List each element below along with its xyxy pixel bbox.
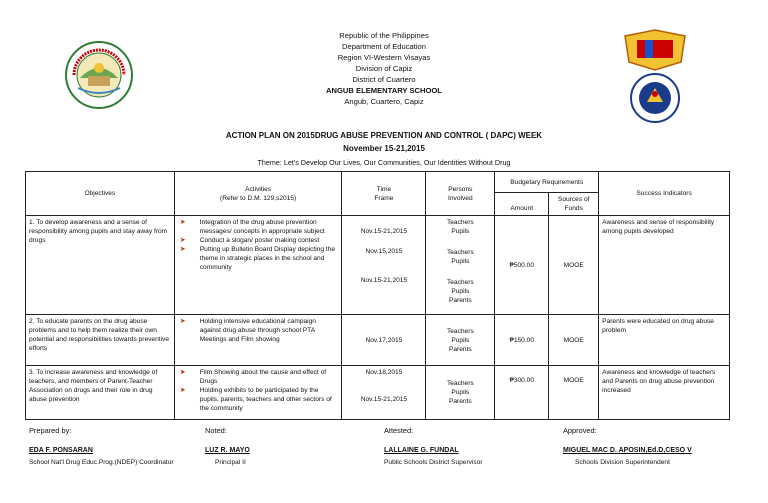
objective-cell: 2. To educate parents on the drug abuse problems and to help them realize their own potential and responsibilities towards preventive efforts	[26, 315, 175, 366]
prepared-label: Prepared by:	[29, 426, 72, 435]
activity-item	[178, 218, 339, 236]
activity-text: Putting up Bulletin Board Display depicting the theme in strategic places in the school and community	[199, 246, 336, 271]
attested-position: Public Schools District Supervisor	[384, 459, 483, 466]
school-address: Angub, Cuartero, Capiz	[344, 97, 424, 106]
action-plan-table	[25, 171, 730, 420]
document-date: November 15-21,2015	[343, 144, 425, 153]
time-text: Nov.15,2015	[365, 248, 403, 255]
source-cell: MOOE	[549, 366, 599, 420]
col-header-persons-2: Involved	[448, 194, 473, 202]
col-header-success: Success Indicators	[599, 172, 730, 216]
success-cell: Parents were educated on drug abuse problem	[599, 315, 730, 366]
header-line: District of Cuartero	[352, 75, 416, 84]
col-header-persons-1: Persons	[448, 185, 473, 193]
prepared-position: School Nat'l Drug Educ.Prog.(NDEP) Coordinator	[29, 459, 174, 466]
bullet-icon: ➤	[179, 219, 186, 226]
source-cell: MOOE	[549, 216, 599, 315]
activity-text: Integration of the drug abuse prevention messages/ concepts in appropriate subject	[199, 219, 325, 235]
time-text: Nov.15-21,2015	[360, 396, 408, 403]
source-cell: MOOE	[549, 315, 599, 366]
time-cell	[342, 366, 426, 420]
activity-item	[178, 317, 339, 344]
person-text: Teachers	[446, 380, 474, 387]
time-text: Nov.18,2015	[365, 369, 403, 376]
header-line: Region VI-Western Visayas	[337, 53, 431, 62]
persons-cell	[426, 366, 495, 420]
col-header-activities	[174, 172, 342, 216]
person-text: Teachers	[446, 249, 474, 256]
time-cell: Nov.17,2015	[342, 315, 426, 366]
objective-cell: 3. To increase awareness and knowledge of teachers, and members of Parent-Teacher Association on drugs and their role in drug abuse prevention	[26, 366, 175, 420]
header-line: Republic of the Philippines	[339, 31, 429, 40]
success-cell: Awareness and knowledge of teachers and Parents on drug abuse prevention increased	[599, 366, 730, 420]
col-header-persons	[426, 172, 495, 216]
person-text: Parents	[448, 345, 472, 353]
table-row	[26, 216, 730, 315]
col-header-activities-label: Activities	[245, 185, 272, 193]
activity-item	[178, 236, 339, 245]
bullet-icon: ➤	[179, 246, 186, 253]
bullet-icon: ➤	[179, 387, 186, 394]
col-header-activities-ref: (Refer to D.M. 129,s2015)	[220, 194, 297, 202]
activities-cell	[174, 315, 342, 366]
document-theme: Theme: Let's Develop Our Lives, Our Communities, Our Identities Without Drug	[257, 158, 511, 167]
col-header-time-2: Frame	[374, 194, 394, 202]
persons-cell	[426, 216, 495, 315]
person-text: Pupils	[451, 389, 470, 396]
amount-cell: ₱500.00	[495, 216, 549, 315]
col-header-objectives: Objectives	[26, 172, 175, 216]
document-title: ACTION PLAN ON 2015DRUG ABUSE PREVENTION AND CONTROL ( DAPC) WEEK	[225, 131, 543, 140]
col-header-amount: Amount	[495, 193, 549, 216]
school-name: ANGUB ELEMENTARY SCHOOL	[326, 86, 442, 95]
amount-cell: ₱300.00	[495, 366, 549, 420]
person-text: Teachers	[446, 327, 474, 335]
prepared-name: EDA F. PONSARAN	[29, 447, 93, 454]
table-row	[26, 315, 730, 366]
activity-item	[178, 386, 339, 413]
success-cell: Awareness and sense of responsibility among pupils developed	[599, 216, 730, 315]
attested-name: LALLAINE G. FUNDAL	[384, 447, 459, 454]
header-block	[0, 30, 768, 107]
time-text: Nov.15-21,2015	[360, 228, 408, 235]
bullet-icon: ➤	[179, 318, 186, 325]
activity-text: Holding intensive educational campaign against drug abuse through school PTA Meetings and Film showing	[199, 318, 316, 343]
person-text: Parents	[448, 297, 472, 304]
noted-label: Noted:	[205, 426, 227, 435]
amount-cell: ₱150.00	[495, 315, 549, 366]
person-text: Pupils	[451, 336, 470, 344]
approved-name: MIGUEL MAC D. APOSIN,Ed.D,CESO V	[563, 447, 692, 454]
bullet-icon: ➤	[179, 237, 186, 244]
activity-text: Holding exhibits to be participated by the pupils, parents, teachers and other sectors of the community	[199, 387, 332, 412]
col-header-sources: Sources of Funds	[549, 193, 599, 216]
person-text: Teachers	[446, 279, 474, 286]
noted-position: Principal II	[215, 459, 246, 466]
approved-position: Schools Division Superintendent	[575, 459, 670, 466]
approved-label: Approved:	[563, 426, 597, 435]
objective-cell: 1. To develop awareness and a sense of responsibility among pupils and stay away from drugs	[26, 216, 175, 315]
noted-name: LUZ R. MAYO	[205, 447, 250, 454]
person-text: Parents	[448, 398, 472, 405]
activities-cell	[174, 366, 342, 420]
header-line: Department of Education	[341, 42, 426, 51]
activity-item	[178, 245, 339, 272]
col-header-time-1: Time	[376, 185, 392, 193]
activity-item	[178, 368, 339, 386]
person-text: Teachers	[446, 219, 474, 226]
person-text: Pupils	[451, 228, 470, 235]
activities-cell	[174, 216, 342, 315]
header-line: Division of Capiz	[355, 64, 413, 73]
bullet-icon: ➤	[179, 369, 186, 376]
time-cell	[342, 216, 426, 315]
person-text: Pupils	[451, 288, 470, 295]
col-header-budget: Budgetary Requirements	[495, 172, 599, 193]
person-text: Pupils	[451, 258, 470, 265]
time-text: Nov.15-21,2015	[360, 277, 408, 284]
activity-text: Conduct a slogan/ poster making contest	[199, 237, 320, 244]
activity-text: Film Showing about the cause and effect of Drugs	[199, 369, 327, 385]
persons-cell	[426, 315, 495, 366]
col-header-time	[342, 172, 426, 216]
attested-label: Attested:	[384, 426, 414, 435]
table-row	[26, 366, 730, 420]
